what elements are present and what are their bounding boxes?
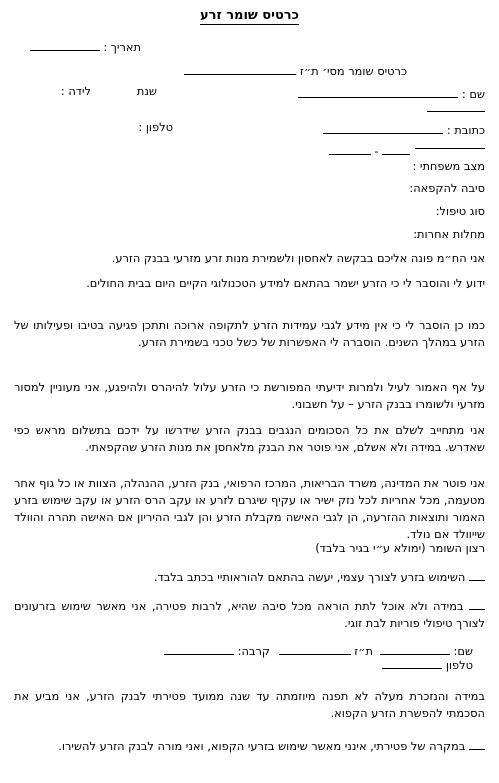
wish-heading: רצון השומר (ימולא ע״י בגיר בלבד) <box>315 541 485 555</box>
paragraph: אני מתחייב לשלם את כל הסכומים הנגבים בבנק הזרע שידרשו על ידכם בתשלום מראש כפי שאדרש. במידה ולא אשלם, אני פוטר את הבנק מלאחסן את מנות הזרע שהקפאתי. <box>14 423 485 454</box>
date-field[interactable] <box>30 38 100 51</box>
address-label: כתובת : <box>446 123 485 137</box>
option-no-use <box>14 737 485 755</box>
consent-form <box>14 0 485 783</box>
card-number-field[interactable] <box>184 62 296 75</box>
address-field[interactable] <box>323 121 443 134</box>
option-partner-use-text: במידה ולא אוכל לתת הוראה מכל סיבה שהיא, לרבות פטירה, אני מאשר שימוש בזרעונים לצורך טיפולי פוריות לבת זוגי. <box>14 599 485 630</box>
marital-status-label: מצב משפחתי : <box>412 159 485 173</box>
option-self-use <box>14 568 485 586</box>
phone-number-field[interactable] <box>329 142 371 155</box>
partner-phone-field[interactable] <box>382 656 442 669</box>
address-field-2[interactable] <box>415 136 485 149</box>
name-field[interactable] <box>298 85 458 98</box>
partner-relation-field[interactable] <box>164 642 234 655</box>
freeze-reason-label: סיבה להקפאה: <box>409 181 485 195</box>
phone-prefix-row <box>329 142 410 159</box>
partner-id-label: ת״ז <box>354 644 373 658</box>
option-partner-use <box>14 597 485 632</box>
phone-prefix-field[interactable] <box>382 142 410 155</box>
paragraph: אני הח״מ פונה אליכם בבקשה לאחסון ולשמירת מנות זרע מזרעי בבנק הזרע. <box>111 251 485 265</box>
address-line-2 <box>415 136 485 153</box>
name-label: שם : <box>461 87 485 101</box>
option-self-use-checkbox[interactable] <box>469 568 485 581</box>
partner-phone-label: טלפון <box>445 658 473 672</box>
date-row <box>30 38 141 55</box>
partner-id-row <box>279 642 373 659</box>
phone-label: טלפון : <box>138 120 173 134</box>
birth-label: לידה : <box>60 84 91 98</box>
partner-name-label: שם: <box>453 644 473 658</box>
partner-relation-label: קרבה: <box>237 644 270 658</box>
option-self-use-text: השימוש בזרע לצורך עצמי, יעשה בהתאם להוראותיי בכתב בלבד. <box>153 570 466 584</box>
option-no-use-checkbox[interactable] <box>469 737 485 750</box>
other-diseases-label: מחלות אחרות: <box>413 227 485 241</box>
birth-year-label: שנת <box>136 84 157 98</box>
phone-dash: - <box>374 144 379 158</box>
partner-id-field[interactable] <box>279 642 351 655</box>
form-title: כרטיס שומר זרע <box>200 8 299 23</box>
paragraph: על אף האמור לעיל ולמרות ידיעתי המפורשת כי הזרע עלול להיהרס ולהיפגע, אני מעוניין למסור מזרעי ולשומרו בבנק הזרע – על חשבוני. <box>14 380 485 411</box>
card-number-row <box>184 62 407 79</box>
treatment-type-label: סוג טיפול: <box>435 204 485 218</box>
partner-relation-row <box>164 642 270 659</box>
partner-phone-row <box>382 656 473 673</box>
name-field-2[interactable] <box>427 99 485 112</box>
date-label: תאריך : <box>103 40 141 54</box>
partner-name-field[interactable] <box>380 642 450 655</box>
card-number-label: כרטיס שומר מסי׳ ת״ז <box>299 64 407 78</box>
paragraph: ידוע לי והוסבר לי כי הזרע ישמר בהתאם למידע הטכנולוגי הקיים היום בבית החולים. <box>86 276 485 290</box>
paragraph: במידה והנזכרת מעלה לא תפנה מיוזמתה עד שנה ממועד פטירתי לבנק הזרע, אני מביע את הסכמתי להפשרת הזרע הקפוא. <box>14 689 485 720</box>
paragraph: כמו כן הוסבר לי כי אין מידע לגבי עמידות הזרע לתקופה ארוכה ותתכן פגיעה בטיבו ופעילותו של הזרע במהלך השנים. הוסברה לי האפשרות של כשל טכני בשמירת הזרע. <box>14 318 485 349</box>
paragraph: אני פוטר את המדינה, משרד הבריאות, המרכז הרפואי, בנק הזרע, ההנהלה, הצוות או כל גוף אחר מטעמה, מכל אחריות לכל נזק ישיר או עקיף שיגרם לזרע או עקב הרס הזרע או עקב שימוש בזרע האמור ותוצאות ההזרעה, הן לגבי האישה מקבלת הזרע והן לגבי ההיריון אם האישה תהרה והוולד שייוולד אם נולד. <box>14 476 485 541</box>
name-line-2 <box>427 99 485 116</box>
option-partner-use-checkbox[interactable] <box>469 597 485 610</box>
option-no-use-text: במקרה של פטירתי, אינני מאשר שימוש בזרעי הקפוא, ואני מורה לבנק הזרע להשירו. <box>58 739 466 753</box>
